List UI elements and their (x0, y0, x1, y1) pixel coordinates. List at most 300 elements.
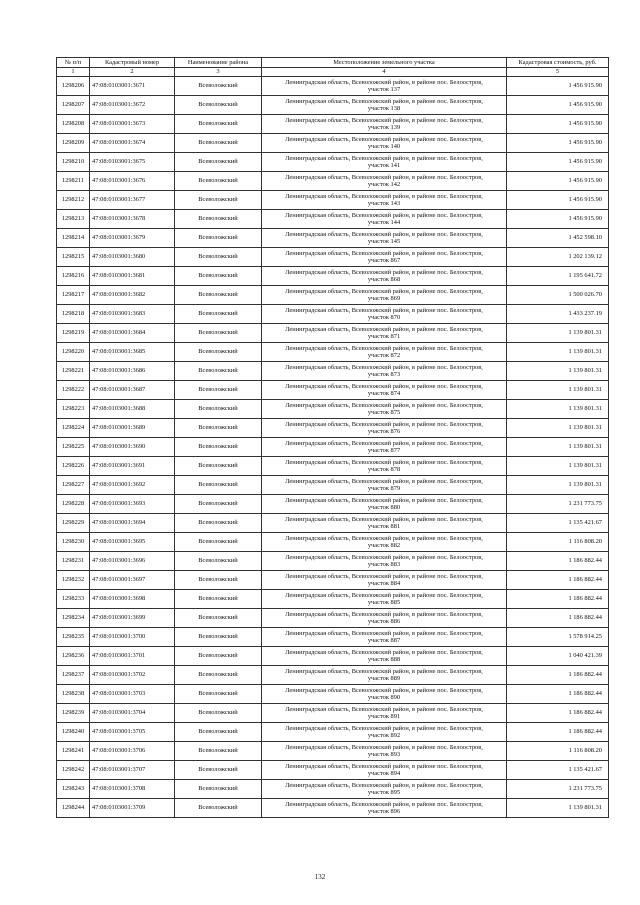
row-number: 1298241 (57, 742, 90, 761)
header-cadastral-value: Кадастровая стоимость, руб. (507, 58, 609, 68)
table-row (57, 134, 609, 153)
cadastral-value: 1 456 915.90 (507, 210, 609, 229)
location-address: Ленинградская область, Всеволожский район, в районе пос. Белоостров, (285, 629, 483, 637)
location (262, 172, 507, 191)
cadastral-value: 1 186 882.44 (507, 666, 609, 685)
location (262, 609, 507, 628)
district-name: Всеволожский (175, 191, 262, 210)
district-name: Всеволожский (175, 742, 262, 761)
location (262, 590, 507, 609)
cadastral-number: 47:08:0103001:3690 (90, 438, 175, 457)
location-address: Ленинградская область, Всеволожский район, в районе пос. Белоостров, (285, 496, 483, 504)
location-address: Ленинградская область, Всеволожский район, в районе пос. Белоостров, (285, 249, 483, 257)
cadastral-number: 47:08:0103001:3700 (90, 628, 175, 647)
location-plot: участок 889 (367, 675, 401, 682)
location-plot: участок 138 (367, 105, 401, 112)
table-row (57, 343, 609, 362)
location-address: Ленинградская область, Всеволожский район, в районе пос. Белоостров, (285, 192, 483, 200)
table-body (57, 77, 609, 818)
location-plot: участок 872 (367, 352, 401, 359)
location-plot: участок 885 (367, 599, 401, 606)
row-number: 1298227 (57, 476, 90, 495)
header-district: Наименование района (175, 58, 262, 68)
location-plot: участок 867 (367, 257, 401, 264)
location-plot: участок 893 (367, 751, 401, 758)
table-row (57, 685, 609, 704)
location-address: Ленинградская область, Всеволожский район, в районе пос. Белоостров, (285, 705, 483, 713)
cadastral-number: 47:08:0103001:3675 (90, 153, 175, 172)
location (262, 742, 507, 761)
cadastral-number: 47:08:0103001:3699 (90, 609, 175, 628)
table-row (57, 704, 609, 723)
location-plot: участок 871 (367, 333, 401, 340)
district-name: Всеволожский (175, 381, 262, 400)
location-address: Ленинградская область, Всеволожский район, в районе пос. Белоостров, (285, 211, 483, 219)
location-address: Ленинградская область, Всеволожский район, в районе пос. Белоостров, (285, 154, 483, 162)
table-row (57, 761, 609, 780)
cadastral-value: 1 186 882.44 (507, 723, 609, 742)
location (262, 305, 507, 324)
location-plot: участок 874 (367, 390, 401, 397)
location (262, 799, 507, 818)
cadastral-number: 47:08:0103001:3685 (90, 343, 175, 362)
cadastral-value: 1 456 915.90 (507, 153, 609, 172)
row-number: 1298238 (57, 685, 90, 704)
row-number: 1298220 (57, 343, 90, 362)
district-name: Всеволожский (175, 533, 262, 552)
cadastral-value: 1 231 773.75 (507, 495, 609, 514)
location-plot: участок 892 (367, 732, 401, 739)
cadastral-value: 1 202 139.12 (507, 248, 609, 267)
location-address: Ленинградская область, Всеволожский район, в районе пос. Белоостров, (285, 325, 483, 333)
location (262, 381, 507, 400)
location (262, 571, 507, 590)
cadastral-value: 1 135 421.67 (507, 761, 609, 780)
cadastral-number: 47:08:0103001:3687 (90, 381, 175, 400)
location-plot: участок 884 (367, 580, 401, 587)
location-plot: участок 887 (367, 637, 401, 644)
row-number: 1298234 (57, 609, 90, 628)
location-address: Ленинградская область, Всеволожский район, в районе пос. Белоостров, (285, 173, 483, 181)
cadastral-number: 47:08:0103001:3696 (90, 552, 175, 571)
table-row (57, 723, 609, 742)
row-number: 1298210 (57, 153, 90, 172)
location (262, 153, 507, 172)
table-row (57, 305, 609, 324)
district-name: Всеволожский (175, 495, 262, 514)
district-name: Всеволожский (175, 134, 262, 153)
location-plot: участок 875 (367, 409, 401, 416)
table-header-row (57, 58, 609, 68)
location-plot: участок 144 (367, 219, 401, 226)
row-number: 1298243 (57, 780, 90, 799)
location-address: Ленинградская область, Всеволожский район, в районе пос. Белоостров, (285, 135, 483, 143)
cadastral-value: 1 139 801.31 (507, 362, 609, 381)
location-address: Ленинградская область, Всеволожский район, в районе пос. Белоостров, (285, 306, 483, 314)
table-row (57, 628, 609, 647)
cadastral-number: 47:08:0103001:3680 (90, 248, 175, 267)
row-number: 1298223 (57, 400, 90, 419)
cadastral-value: 1 139 801.31 (507, 400, 609, 419)
district-name: Всеволожский (175, 761, 262, 780)
location (262, 343, 507, 362)
district-name: Всеволожский (175, 666, 262, 685)
district-name: Всеволожский (175, 172, 262, 191)
header-cadastral-number: Кадастровый номер (90, 58, 175, 68)
row-number: 1298215 (57, 248, 90, 267)
cadastral-number: 47:08:0103001:3682 (90, 286, 175, 305)
district-name: Всеволожский (175, 77, 262, 96)
cadastral-value-table (56, 57, 609, 818)
location-address: Ленинградская область, Всеволожский район, в районе пос. Белоостров, (285, 743, 483, 751)
cadastral-number: 47:08:0103001:3709 (90, 799, 175, 818)
cadastral-value: 1 135 421.67 (507, 514, 609, 533)
district-name: Всеволожский (175, 552, 262, 571)
cadastral-value: 1 433 237.19 (507, 305, 609, 324)
location (262, 685, 507, 704)
cadastral-number: 47:08:0103001:3672 (90, 96, 175, 115)
district-name: Всеволожский (175, 248, 262, 267)
district-name: Всеволожский (175, 476, 262, 495)
district-name: Всеволожский (175, 115, 262, 134)
location-address: Ленинградская область, Всеволожский район, в районе пос. Белоостров, (285, 477, 483, 485)
row-number: 1298217 (57, 286, 90, 305)
row-number: 1298213 (57, 210, 90, 229)
location (262, 647, 507, 666)
cadastral-number: 47:08:0103001:3683 (90, 305, 175, 324)
location-address: Ленинградская область, Всеволожский район, в районе пос. Белоостров, (285, 515, 483, 523)
table-row (57, 210, 609, 229)
cadastral-number: 47:08:0103001:3673 (90, 115, 175, 134)
location-address: Ленинградская область, Всеволожский район, в районе пос. Белоостров, (285, 344, 483, 352)
location (262, 723, 507, 742)
cadastral-value: 1 186 882.44 (507, 590, 609, 609)
page-number: 132 (314, 873, 326, 881)
table-row (57, 666, 609, 685)
district-name: Всеволожский (175, 799, 262, 818)
row-number: 1298237 (57, 666, 90, 685)
cadastral-value: 1 186 882.44 (507, 685, 609, 704)
location-plot: участок 868 (367, 276, 401, 283)
location-address: Ленинградская область, Всеволожский район, в районе пос. Белоостров, (285, 458, 483, 466)
table-row (57, 381, 609, 400)
cadastral-number: 47:08:0103001:3674 (90, 134, 175, 153)
cadastral-number: 47:08:0103001:3694 (90, 514, 175, 533)
district-name: Всеволожский (175, 362, 262, 381)
table-row (57, 115, 609, 134)
header-location: Местоположение земельного участка (262, 58, 507, 68)
location-address: Ленинградская область, Всеволожский район, в районе пос. Белоостров, (285, 382, 483, 390)
location-plot: участок 140 (367, 143, 401, 150)
location (262, 324, 507, 343)
cadastral-value: 1 578 914.25 (507, 628, 609, 647)
district-name: Всеволожский (175, 723, 262, 742)
district-name: Всеволожский (175, 571, 262, 590)
location-plot: участок 891 (367, 713, 401, 720)
table-row (57, 153, 609, 172)
location-address: Ленинградская область, Всеволожский район, в районе пос. Белоостров, (285, 78, 483, 86)
location (262, 533, 507, 552)
district-name: Всеволожский (175, 229, 262, 248)
table-row (57, 647, 609, 666)
district-name: Всеволожский (175, 780, 262, 799)
cadastral-number: 47:08:0103001:3702 (90, 666, 175, 685)
district-name: Всеволожский (175, 400, 262, 419)
row-number: 1298228 (57, 495, 90, 514)
location-address: Ленинградская область, Всеволожский район, в районе пос. Белоостров, (285, 800, 483, 808)
location-address: Ленинградская область, Всеволожский район, в районе пос. Белоостров, (285, 781, 483, 789)
row-number: 1298240 (57, 723, 90, 742)
district-name: Всеволожский (175, 647, 262, 666)
location (262, 704, 507, 723)
header-number: № п/п (57, 58, 90, 68)
location (262, 77, 507, 96)
location-plot: участок 870 (367, 314, 401, 321)
location-plot: участок 877 (367, 447, 401, 454)
row-number: 1298214 (57, 229, 90, 248)
table-row (57, 609, 609, 628)
location-address: Ленинградская область, Всеволожский район, в районе пос. Белоостров, (285, 648, 483, 656)
location (262, 115, 507, 134)
row-number: 1298226 (57, 457, 90, 476)
cadastral-value: 1 456 915.90 (507, 134, 609, 153)
row-number: 1298218 (57, 305, 90, 324)
location (262, 400, 507, 419)
location-plot: участок 139 (367, 124, 401, 131)
cadastral-number: 47:08:0103001:3681 (90, 267, 175, 286)
location (262, 362, 507, 381)
cadastral-value: 1 186 882.44 (507, 609, 609, 628)
column-number: 2 (90, 68, 175, 77)
table-row (57, 495, 609, 514)
table-row (57, 248, 609, 267)
column-number: 1 (57, 68, 90, 77)
table-row (57, 780, 609, 799)
location (262, 514, 507, 533)
district-name: Всеволожский (175, 685, 262, 704)
location-plot: участок 888 (367, 656, 401, 663)
cadastral-number: 47:08:0103001:3693 (90, 495, 175, 514)
location-plot: участок 883 (367, 561, 401, 568)
row-number: 1298206 (57, 77, 90, 96)
location-plot: участок 876 (367, 428, 401, 435)
row-number: 1298216 (57, 267, 90, 286)
district-name: Всеволожский (175, 704, 262, 723)
district-name: Всеволожский (175, 153, 262, 172)
location-plot: участок 879 (367, 485, 401, 492)
district-name: Всеволожский (175, 419, 262, 438)
cadastral-number: 47:08:0103001:3689 (90, 419, 175, 438)
cadastral-value: 1 139 801.31 (507, 457, 609, 476)
cadastral-number: 47:08:0103001:3684 (90, 324, 175, 343)
cadastral-value: 1 139 801.31 (507, 343, 609, 362)
location (262, 761, 507, 780)
location-address: Ленинградская область, Всеволожский район, в районе пос. Белоостров, (285, 401, 483, 409)
cadastral-number: 47:08:0103001:3703 (90, 685, 175, 704)
table-row (57, 514, 609, 533)
location-plot: участок 880 (367, 504, 401, 511)
cadastral-value: 1 456 915.90 (507, 115, 609, 134)
location (262, 210, 507, 229)
cadastral-number: 47:08:0103001:3692 (90, 476, 175, 495)
cadastral-value: 1 452 598.10 (507, 229, 609, 248)
cadastral-value: 1 139 801.31 (507, 324, 609, 343)
table-row (57, 96, 609, 115)
cadastral-value: 1 231 773.75 (507, 780, 609, 799)
location-plot: участок 882 (367, 542, 401, 549)
table-row (57, 286, 609, 305)
district-name: Всеволожский (175, 267, 262, 286)
table-row (57, 476, 609, 495)
row-number: 1298244 (57, 799, 90, 818)
district-name: Всеволожский (175, 286, 262, 305)
district-name: Всеволожский (175, 438, 262, 457)
district-name: Всеволожский (175, 628, 262, 647)
cadastral-number: 47:08:0103001:3677 (90, 191, 175, 210)
column-number-row (57, 68, 609, 77)
table-row (57, 552, 609, 571)
location-plot: участок 143 (367, 200, 401, 207)
table-row (57, 362, 609, 381)
location (262, 552, 507, 571)
location-address: Ленинградская область, Всеволожский район, в районе пос. Белоостров, (285, 116, 483, 124)
location (262, 286, 507, 305)
location-plot: участок 137 (367, 86, 401, 93)
cadastral-value: 1 500 026.70 (507, 286, 609, 305)
cadastral-value: 1 195 641.72 (507, 267, 609, 286)
table-row (57, 400, 609, 419)
location-plot: участок 881 (367, 523, 401, 530)
location-plot: участок 145 (367, 238, 401, 245)
district-name: Всеволожский (175, 514, 262, 533)
location-plot: участок 873 (367, 371, 401, 378)
location (262, 191, 507, 210)
cadastral-number: 47:08:0103001:3701 (90, 647, 175, 666)
cadastral-value: 1 116 808.20 (507, 533, 609, 552)
row-number: 1298242 (57, 761, 90, 780)
cadastral-value: 1 139 801.31 (507, 438, 609, 457)
district-name: Всеволожский (175, 305, 262, 324)
location (262, 419, 507, 438)
location-plot: участок 894 (367, 770, 401, 777)
location (262, 96, 507, 115)
location (262, 248, 507, 267)
row-number: 1298236 (57, 647, 90, 666)
location-address: Ленинградская область, Всеволожский район, в районе пос. Белоостров, (285, 534, 483, 542)
column-number: 4 (262, 68, 507, 77)
cadastral-number: 47:08:0103001:3688 (90, 400, 175, 419)
row-number: 1298229 (57, 514, 90, 533)
location (262, 229, 507, 248)
cadastral-number: 47:08:0103001:3708 (90, 780, 175, 799)
column-number: 3 (175, 68, 262, 77)
location-address: Ленинградская область, Всеволожский район, в районе пос. Белоостров, (285, 572, 483, 580)
table-row (57, 457, 609, 476)
cadastral-number: 47:08:0103001:3671 (90, 77, 175, 96)
cadastral-value: 1 456 915.90 (507, 77, 609, 96)
column-number: 5 (507, 68, 609, 77)
row-number: 1298212 (57, 191, 90, 210)
cadastral-number: 47:08:0103001:3706 (90, 742, 175, 761)
location (262, 134, 507, 153)
location-plot: участок 141 (367, 162, 401, 169)
cadastral-number: 47:08:0103001:3705 (90, 723, 175, 742)
table-row (57, 742, 609, 761)
location (262, 495, 507, 514)
cadastral-value: 1 456 915.90 (507, 96, 609, 115)
district-name: Всеволожский (175, 590, 262, 609)
cadastral-value: 1 139 801.31 (507, 419, 609, 438)
table-row (57, 571, 609, 590)
row-number: 1298232 (57, 571, 90, 590)
table-row (57, 267, 609, 286)
cadastral-value: 1 116 808.20 (507, 742, 609, 761)
cadastral-number: 47:08:0103001:3695 (90, 533, 175, 552)
location-address: Ленинградская область, Всеволожский район, в районе пос. Белоостров, (285, 363, 483, 371)
cadastral-value: 1 186 882.44 (507, 552, 609, 571)
row-number: 1298233 (57, 590, 90, 609)
cadastral-value: 1 139 801.31 (507, 799, 609, 818)
cadastral-value: 1 456 915.90 (507, 172, 609, 191)
row-number: 1298207 (57, 96, 90, 115)
cadastral-value: 1 139 801.31 (507, 381, 609, 400)
location-address: Ленинградская область, Всеволожский район, в районе пос. Белоостров, (285, 420, 483, 428)
location (262, 267, 507, 286)
location-address: Ленинградская область, Всеволожский район, в районе пос. Белоостров, (285, 268, 483, 276)
location-address: Ленинградская область, Всеволожский район, в районе пос. Белоостров, (285, 724, 483, 732)
row-number: 1298225 (57, 438, 90, 457)
table-row (57, 229, 609, 248)
row-number: 1298224 (57, 419, 90, 438)
cadastral-number: 47:08:0103001:3686 (90, 362, 175, 381)
row-number: 1298239 (57, 704, 90, 723)
location (262, 438, 507, 457)
table-row (57, 438, 609, 457)
location-address: Ленинградская область, Всеволожский район, в районе пос. Белоостров, (285, 686, 483, 694)
cadastral-value: 1 456 915.90 (507, 191, 609, 210)
location-plot: участок 896 (367, 808, 401, 815)
district-name: Всеволожский (175, 343, 262, 362)
row-number: 1298219 (57, 324, 90, 343)
location-address: Ленинградская область, Всеволожский район, в районе пос. Белоостров, (285, 762, 483, 770)
table-row (57, 77, 609, 96)
location-address: Ленинградская область, Всеволожский район, в районе пос. Белоостров, (285, 97, 483, 105)
district-name: Всеволожский (175, 324, 262, 343)
district-name: Всеволожский (175, 609, 262, 628)
location-plot: участок 890 (367, 694, 401, 701)
cadastral-value: 1 040 421.39 (507, 647, 609, 666)
cadastral-number: 47:08:0103001:3678 (90, 210, 175, 229)
cadastral-value: 1 139 801.31 (507, 476, 609, 495)
cadastral-number: 47:08:0103001:3704 (90, 704, 175, 723)
cadastral-number: 47:08:0103001:3707 (90, 761, 175, 780)
location-plot: участок 878 (367, 466, 401, 473)
row-number: 1298231 (57, 552, 90, 571)
table-row (57, 590, 609, 609)
location-address: Ленинградская область, Всеволожский район, в районе пос. Белоостров, (285, 287, 483, 295)
table-row (57, 191, 609, 210)
location-address: Ленинградская область, Всеволожский район, в районе пос. Белоостров, (285, 230, 483, 238)
table-row (57, 533, 609, 552)
location (262, 666, 507, 685)
location-address: Ленинградская область, Всеволожский район, в районе пос. Белоостров, (285, 553, 483, 561)
location (262, 476, 507, 495)
cadastral-value: 1 186 882.44 (507, 704, 609, 723)
table-row (57, 324, 609, 343)
cadastral-number: 47:08:0103001:3698 (90, 590, 175, 609)
cadastral-number: 47:08:0103001:3691 (90, 457, 175, 476)
cadastral-number: 47:08:0103001:3697 (90, 571, 175, 590)
